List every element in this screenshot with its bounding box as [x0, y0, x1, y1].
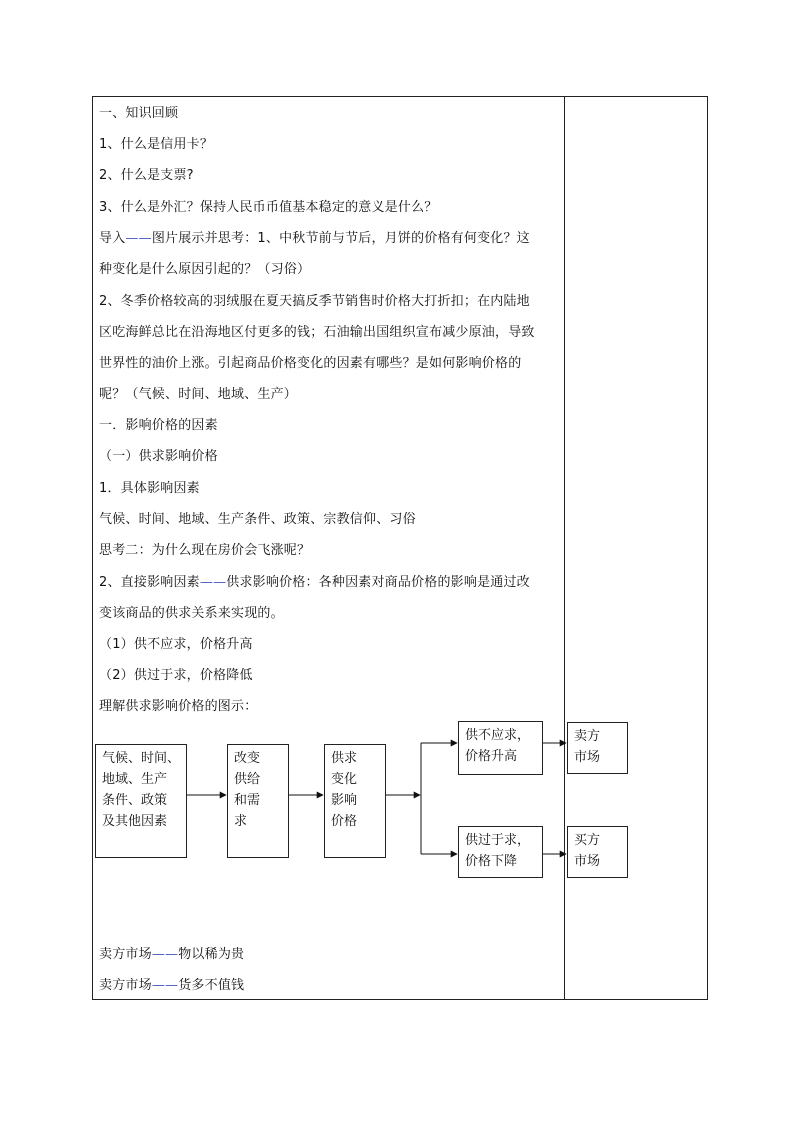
paragraph-line: 区吃海鲜总比在沿海地区付更多的钱；石油输出国组织宣布减少原油，导致: [99, 325, 535, 340]
diagram-caption: 理解供求影响价格的图示：: [99, 699, 258, 714]
case-1: （1）供不应求，价格升高: [99, 637, 253, 652]
intro-line-2: 种变化是什么原因引起的？（习俗）: [99, 262, 311, 277]
seller-market-note-2: 卖方市场——货多不值钱: [99, 978, 245, 993]
diagram-connectors: [93, 697, 653, 897]
factor-list: 气候、时间、地域、生产条件、政策、宗教信仰、习俗: [99, 512, 416, 527]
intro-line: 导入——图片展示并思考：1、中秋节前与节后，月饼的价格有何变化？这: [99, 231, 530, 246]
question-1: 1、什么是信用卡？: [99, 137, 214, 152]
thinking-question: 思考二：为什么现在房价会飞涨呢？: [99, 543, 311, 558]
factors-box: 气候、时间、 地域、生产 条件、政策 及其他因素: [95, 744, 187, 858]
lesson-table: [92, 96, 708, 1000]
paragraph-line: 2、冬季价格较高的羽绒服在夏天搞反季节销售时价格大打折扣；在内陆地: [99, 294, 530, 309]
question-3: 3、什么是外汇？保持人民币币值基本稳定的意义是什么？: [99, 200, 438, 215]
buyer-market-box: 买方 市场: [567, 826, 628, 878]
point-title: 1．具体影响因素: [99, 481, 200, 496]
supply-demand-influence-box: 供求 变化 影响 价格: [324, 744, 386, 858]
surplus-box: 供过于求， 价格下降: [458, 826, 543, 878]
paragraph-line: 世界性的油价上涨。引起商品价格变化的因素有哪些？是如何影响价格的: [99, 356, 522, 371]
direct-factor-line: 2、直接影响因素——供求影响价格：各种因素对商品价格的影响是通过改: [99, 575, 530, 590]
subsection-title: （一）供求影响价格: [99, 449, 218, 464]
section-title: 一．影响价格的因素: [99, 418, 218, 433]
paragraph-line: 呢？（气候、时间、地域、生产）: [99, 387, 298, 402]
case-2: （2）供过于求，价格降低: [99, 668, 253, 683]
seller-market-note: 卖方市场——物以稀为贵: [99, 947, 245, 962]
direct-factor-line-2: 变该商品的供求关系来实现的。: [99, 606, 284, 621]
section-heading: 一、知识回顾: [99, 106, 179, 121]
seller-market-box: 卖方 市场: [567, 722, 628, 774]
question-2: 2、什么是支票?: [99, 168, 194, 183]
change-supply-demand-box: 改变 供给 和需 求: [227, 744, 289, 858]
shortage-box: 供不应求， 价格升高: [458, 721, 543, 775]
